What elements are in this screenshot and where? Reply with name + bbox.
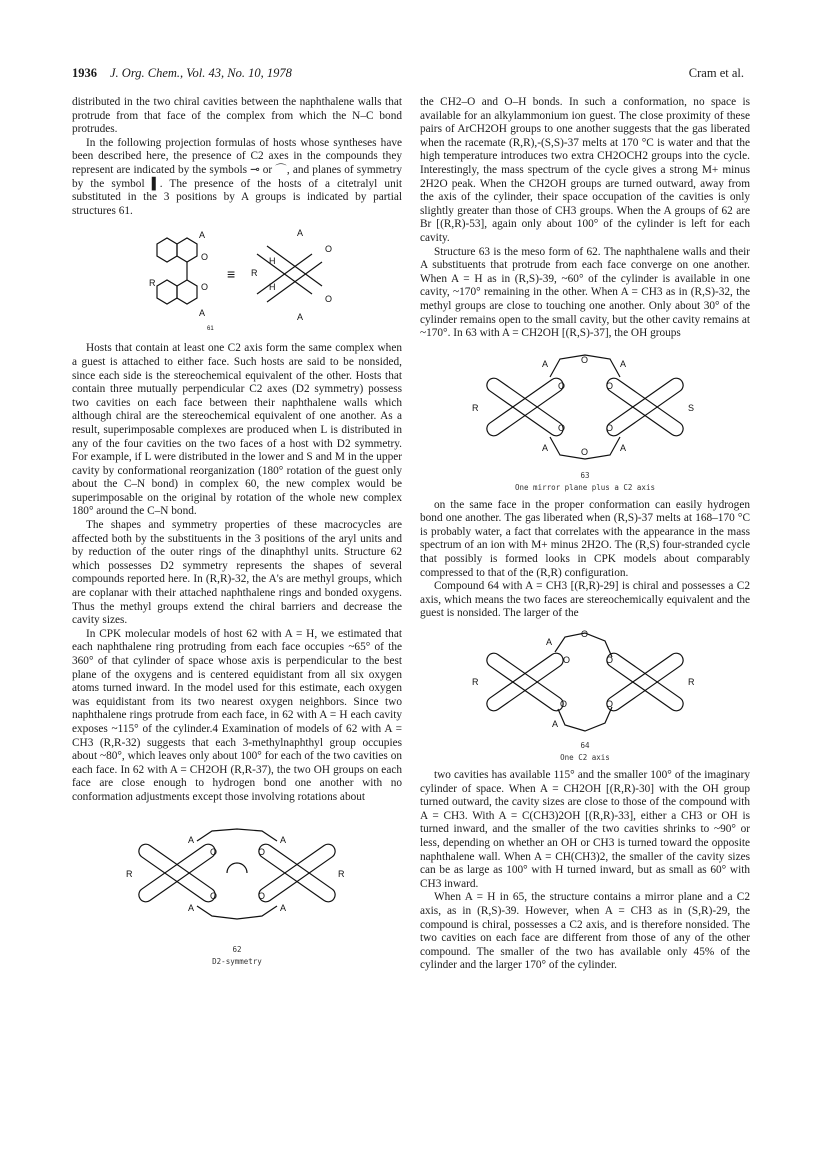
label: O: [606, 380, 614, 391]
structure-62-figure: [112, 811, 362, 941]
label: O: [560, 699, 568, 710]
label: O: [201, 282, 209, 293]
label: R: [472, 677, 479, 688]
equivalence-sign: ≡: [227, 266, 236, 283]
figure-caption: D2-symmetry: [212, 956, 262, 966]
paragraph: on the same face in the proper conformation can easily hydrogen bond one another. The gas liberated when (R,S)-37 melts at 168–170 °C is probably water, a fact that correlates with the appearance in the mass spectrum of an ion with M+ minus 2H2O. The (R,S) four-stranded cycle that possibly is formed looks in CPK models about comparably compressed to that of the (R,R) configuration.: [420, 498, 750, 579]
structure-61-figure: [127, 224, 347, 334]
right-column: [420, 96, 750, 973]
label: O: [581, 629, 589, 640]
label: A: [297, 228, 304, 239]
figure-number: 64: [580, 741, 590, 751]
page-number: 1936: [72, 66, 97, 80]
label: O: [258, 846, 266, 857]
label: A: [188, 834, 195, 845]
label: R: [149, 278, 156, 289]
structure-63-figure: [460, 347, 710, 467]
figure-number: 63: [580, 470, 590, 480]
label: A: [620, 442, 627, 453]
label: S: [688, 402, 695, 413]
label: O: [258, 890, 266, 901]
label: A: [199, 308, 206, 319]
paragraph: Compound 64 with A = CH3 [(R,R)-29] is chiral and possesses a C2 axis, which means the two faces are stereochemically equivalent and the guest is nonsided. The larger of the: [420, 580, 750, 620]
label: O: [325, 244, 333, 255]
label: A: [542, 442, 549, 453]
label: O: [558, 422, 566, 433]
paragraph: In CPK molecular models of host 62 with A = H, we estimated that each naphthalene ring protruding from each face occupies ~65° of the 360° of that cylinder of space whose axis is perpendicular to the best plane of the oxygens and is centered equidistant from all six oxygen atoms turned inward. In the model used for this estimate, each oxygen was equidistant from its two nearest oxygen neighbors. Since two naphthalene rings protrude from each face, in 62 with A = H each cavity exposes ~115° of the cylinder.4 Examination of models of 62 with A = CH3 (R,R-32) suggests that each 3-methylnaphthyl group occupies about ~80°, which leaves only about 100° for each of the two cavities on each face. In 62 with A = CH2OH (R,R-37), the two OH groups on each face are close enough to hydrogen bond one another with no conformation adjustments except those involving rotations about: [72, 627, 402, 803]
paragraph: In the following projection formulas of hosts whose syntheses have been described here, the presence of C2 axes in the compounds they represent are indicated by the symbols ⊸ or ⌒, and planes of symmetry by the symbol ▌. The presence of the hosts of a citetralyl unit substituted in the 3 positions by A groups is indicated by partial structures 61.: [72, 136, 402, 217]
label: A: [280, 834, 287, 845]
label: A: [552, 719, 559, 730]
label: A: [297, 312, 304, 323]
label: O: [606, 655, 614, 666]
label: O: [325, 294, 333, 305]
label: H: [269, 282, 276, 293]
label: A: [199, 230, 206, 241]
label: O: [581, 446, 589, 457]
figure-caption: One mirror plane plus a C2 axis: [515, 482, 655, 492]
paragraph: two cavities has available 115° and the smaller 100° of the imaginary cylinder of space. When A = CH2OH [(R,R)-30] with the OH group turned outward, the cavity sizes are close to those of the compound with A = CH3. With A = C(CH3)2OH [(R,R)-33], either a CH3 or OH is turned inward, and the smaller of the two cavities shrinks to ~90° or less, depending on whether an OH or CH3 is turned toward the opposite naphthalene wall. When A = CH(CH3)2, the smaller of the cavity sizes can be as large as 100° with H turned inward, but as small as 60° with CH3 inward.: [420, 769, 750, 890]
label: O: [581, 354, 589, 365]
label: O: [210, 846, 218, 857]
running-header: [72, 66, 744, 84]
label: H: [269, 256, 276, 267]
label: O: [201, 252, 209, 263]
label: A: [620, 358, 627, 369]
structure-64-figure: [460, 627, 710, 737]
paragraph: the CH2–O and O–H bonds. In such a conformation, no space is available for an alkylammonium ion guest. The close proximity of these pairs of ArCH2OH groups to one another suggests that the gas liberated when the racemate (R,R),-(S,S)-37 melts at 170 °C is water and that the high temperature introduces two extra CH2OCH2 groups into the cycle. Interestingly, the mass spectrum of the cycle gives a strong M+ minus 2H2O peak. When the CH2OH groups are turned outward, away from the axis of the cylinder, their space occupation of the cavities is only slightly greater than those of CH3 groups. When the A groups of 62 are Br [(R,R)-53], again only about 100° of the cylinder is left for each cavity.: [420, 96, 750, 244]
left-column: [72, 96, 402, 973]
label: O: [558, 380, 566, 391]
label: R: [338, 868, 345, 879]
paragraph: Hosts that contain at least one C2 axis form the same complex when a guest is attached to either face. Such hosts are said to be nonsided, since each side is the stereochemical equivalent of the other. Hosts that contain three mutually perpendicular C2 axes (D2 symmetry) possess two cavities on each face between their naphthalene walls which although chiral are the stereochemical equivalent of one another. As a result, superimposable complexes are produced when L is distributed in any of the four cavities on the two faces of a host with D2 symmetry. For example, if L were distributed in the lower and S and M in the upper cavity by conformational reorganization (180° rotation of the guest only about the C–N bond) in complex 60, the new complex would be superimposable on the original by rotation of the whole new complex 180° around the C–N bond.: [72, 342, 402, 518]
label: R: [472, 402, 479, 413]
paragraph: The shapes and symmetry properties of these macrocycles are affected both by the substituents in the 3 positions of the aryl units and by reduction of the outer rings of the dinaphthyl units. Structure 62 which possesses D2 symmetry represents the shapes of several compounds reported here. In (R,R)-32, the A's are methyl groups, which are coplanar with their attached naphthalene rings and bonded oxygens. Thus the methyl groups extend the chiral barriers and decrease the cavity sizes.: [72, 519, 402, 627]
label: O: [210, 890, 218, 901]
label: O: [606, 699, 614, 710]
label: O: [563, 655, 571, 666]
label: R: [688, 677, 695, 688]
paragraph: Structure 63 is the meso form of 62. The naphthalene walls and their A substituents that protrude from each face converge on one another. When A = H as in (R,S)-39, ~60° of the cylinder is available in one cavity, ~170° remaining in the other. When A = CH3 as in (R,S)-32, the methyl groups are close to touching one another. Only about 30° of the cylinder remains open to the small cavity, but the other cavity remains at ~170°. In 63 with A = CH2OH [(R,S)-37], the OH groups: [420, 245, 750, 340]
label: R: [126, 868, 133, 879]
label: A: [546, 637, 553, 648]
label: A: [542, 358, 549, 369]
figure-number: 62: [232, 944, 242, 954]
label: O: [606, 422, 614, 433]
figure-caption: One C2 axis: [560, 753, 610, 763]
label: A: [280, 902, 287, 913]
paragraph: When A = H in 65, the structure contains a mirror plane and a C2 axis, as in (R,S)-39. However, when A = CH3 as in (S,R)-29, the compound is chiral, possesses a C2 axis, and is therefore nonsided. The two cavities on each face are different from those of any of the other compound. The smaller of the two has available only 45% of the cylinder and the larger 170° of the cylinder.: [420, 891, 750, 972]
figure-number: 61: [207, 326, 214, 333]
label: R: [251, 268, 258, 279]
paragraph: distributed in the two chiral cavities between the naphthalene walls that protrude from that face of the complex from which the N–C bond protrudes.: [72, 96, 402, 136]
journal-citation: J. Org. Chem., Vol. 43, No. 10, 1978: [110, 66, 292, 80]
running-authors: Cram et al.: [688, 66, 744, 80]
label: A: [188, 902, 195, 913]
